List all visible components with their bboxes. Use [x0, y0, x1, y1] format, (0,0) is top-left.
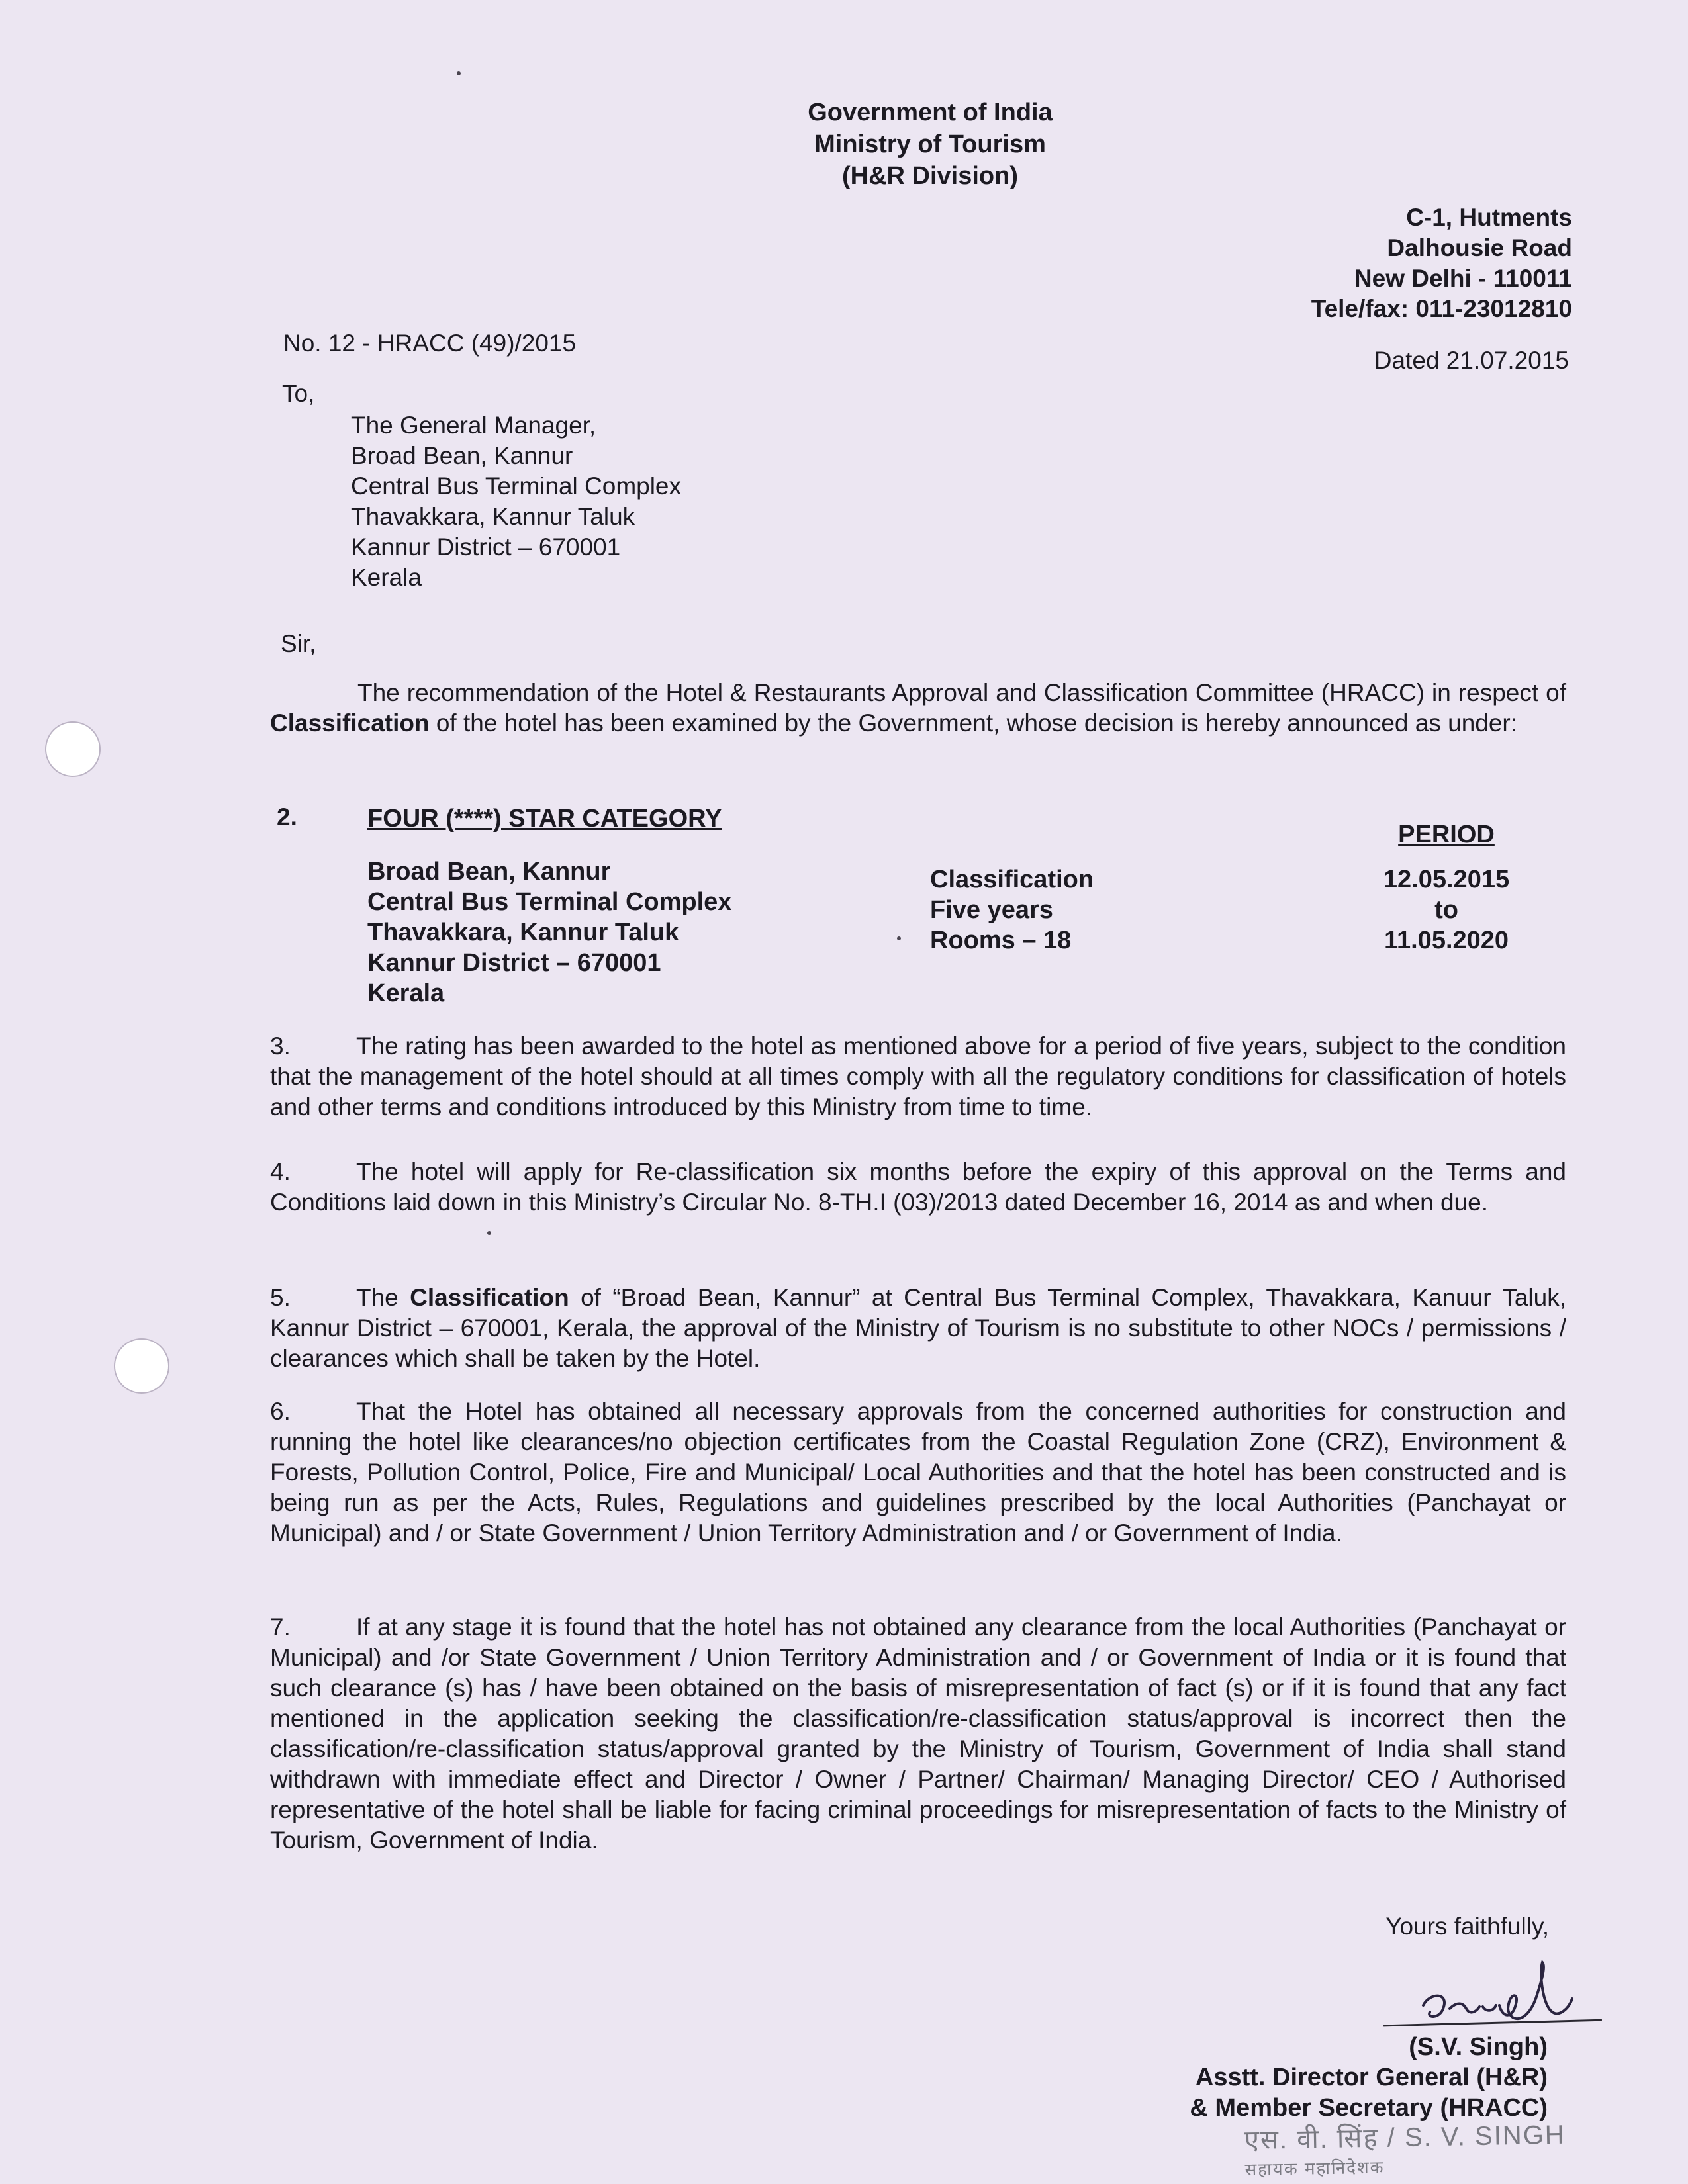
hotel-line-5: Kerala — [367, 979, 445, 1007]
date: Dated 21.07.2015 — [1374, 347, 1569, 374]
period-block — [1364, 819, 1529, 956]
signatory-title-1: Asstt. Director General (H&R) — [1195, 2064, 1548, 2091]
intro-paragraph — [270, 678, 1566, 739]
hotel-line-2: Central Bus Terminal Complex — [367, 888, 732, 916]
scan-speck — [487, 1231, 491, 1235]
handwritten-signature — [1410, 1946, 1622, 2045]
paragraph-5-number: 5. — [270, 1284, 291, 1311]
address-line-1: C-1, Hutments — [1406, 204, 1572, 231]
signatory-name: (S.V. Singh) — [1409, 2033, 1548, 2061]
paragraph-5 — [270, 1283, 1566, 1374]
intro-bold: Classification — [270, 709, 430, 737]
address-line-2: Dalhousie Road — [1387, 234, 1572, 261]
hotel-line-4: Kannur District – 670001 — [367, 949, 661, 977]
signatory-title-2: & Member Secretary (HRACC) — [1190, 2094, 1548, 2122]
stamp-line-1: एस. वी. सिंह / S. V. SINGH — [1244, 2120, 1566, 2156]
classification-details — [930, 864, 1094, 956]
address-line-3: New Delhi - 110011 — [1354, 265, 1572, 292]
paragraph-3-text: The rating has been awarded to the hotel as mentioned above for a period of five years, subject to the condition that the management of the hotel should at all times comply with all the regulatory conditions for classification of hotels and other terms and conditions introduced by this Ministry from time to time. — [270, 1032, 1566, 1120]
section-2-number: 2. — [277, 803, 297, 831]
paragraph-3-number: 3. — [270, 1032, 291, 1060]
paragraph-6 — [270, 1396, 1566, 1549]
to-label: To, — [282, 380, 315, 407]
signatory-block — [1190, 2032, 1548, 2123]
paragraph-4-text: The hotel will apply for Re-classification six months before the expiry of this approval on the Terms and Conditions laid down in this Ministry’s Circular No. 8-TH.I (03)/2013 dated December 16, 2014 as and when due. — [270, 1158, 1566, 1216]
paragraph-6-number: 6. — [270, 1398, 291, 1425]
paragraph-4-number: 4. — [270, 1158, 291, 1185]
paragraph-4 — [270, 1157, 1566, 1218]
paragraph-7 — [270, 1612, 1566, 1856]
period-to-word: to — [1434, 896, 1458, 924]
salutation: Sir, — [281, 630, 316, 657]
stamp-line-2: सहायक महानिदेशक — [1244, 2157, 1385, 2180]
paragraph-5-text-1: The — [356, 1284, 410, 1311]
hotel-line-1: Broad Bean, Kannur — [367, 858, 611, 886]
period-label: PERIOD — [1398, 821, 1495, 848]
paragraph-5-bold: Classification — [410, 1284, 569, 1311]
official-stamp — [1244, 2115, 1566, 2181]
letterhead-line-3: (H&R Division) — [842, 162, 1018, 190]
hotel-address — [367, 856, 731, 1009]
intro-text-1: The recommendation of the Hotel & Restaurants Approval and Classification Committee (HRACC) in respect of — [357, 679, 1566, 706]
recipient-line-5: Kannur District – 670001 — [351, 533, 621, 561]
paragraph-6-text: That the Hotel has obtained all necessary approvals from the concerned authorities for construction and running the hotel like clearances/no objection certificates from the Coastal Regulation Zone (CRZ), Environment & Forests, Pollution Control, Police, Fire and Municipal/ Local Authorities and that the hotel has been constructed and is being run as per the Acts, Rules, Regulations and guidelines prescribed by the local Authorities (Panchayat or Municipal) and / or State Government / Union Territory Administration and / or Government of India. — [270, 1398, 1566, 1547]
period-to: 11.05.2020 — [1383, 927, 1509, 954]
paragraph-5-text-2: of “Broad Bean, Kannur” at Central Bus Terminal Complex, Thavakkara, Kanuur Taluk, Kannur District – 670001, Kerala, the approval of the Ministry of Tourism is no substitute to other NOCs / permissions / clearances which shall be taken by the Hotel. — [270, 1284, 1566, 1372]
paragraph-7-number: 7. — [270, 1614, 291, 1641]
paragraph-7-text: If at any stage it is found that the hotel has not obtained any clearance from the local Authorities (Panchayat or Municipal) and /or State Government / Union Territory Administration and / or Government of India or it is found that such clearance (s) has / have been obtained on the basis of misrepresentation of fact (s) or if it is found that any fact mentioned in the application seeking the classification/re-classification status/approval is incorrect then the classification/re-classification status/approval granted by the Ministry of Tourism, Government of India shall stand withdrawn with immediate effect and Director / Owner / Partner/ Chairman/ Managing Director/ CEO / Authorised representative of the hotel shall be liable for facing criminal proceedings for misrepresentation of facts to the Ministry of Tourism, Government of India. — [270, 1614, 1566, 1854]
recipient-line-3: Central Bus Terminal Complex — [351, 473, 682, 500]
recipient-line-2: Broad Bean, Kannur — [351, 442, 573, 469]
address-line-4: Tele/fax: 011-23012810 — [1311, 295, 1572, 322]
paragraph-3 — [270, 1031, 1566, 1122]
scan-speck — [457, 71, 461, 75]
scan-speck — [897, 936, 901, 940]
punch-hole-top — [45, 721, 101, 777]
closing: Yours faithfully, — [1385, 1913, 1549, 1940]
detail-classification: Classification — [930, 866, 1094, 893]
letterhead-line-1: Government of India — [808, 99, 1053, 126]
letterhead-line-2: Ministry of Tourism — [814, 130, 1046, 158]
recipient-line-6: Kerala — [351, 564, 422, 591]
punch-hole-bottom — [114, 1338, 169, 1394]
recipient-line-1: The General Manager, — [351, 412, 596, 439]
period-from: 12.05.2015 — [1383, 866, 1510, 893]
star-category: FOUR (****) STAR CATEGORY — [367, 805, 722, 833]
recipient-line-4: Thavakkara, Kannur Taluk — [351, 503, 635, 530]
letterhead — [0, 97, 1688, 192]
office-address — [1311, 203, 1572, 324]
detail-rooms: Rooms – 18 — [930, 927, 1072, 954]
detail-duration: Five years — [930, 896, 1053, 924]
recipient-address — [351, 410, 681, 593]
hotel-line-3: Thavakkara, Kannur Taluk — [367, 919, 679, 946]
intro-text-2: of the hotel has been examined by the Government, whose decision is hereby announced as under: — [429, 709, 1518, 737]
reference-number: No. 12 - HRACC (49)/2015 — [283, 330, 577, 357]
